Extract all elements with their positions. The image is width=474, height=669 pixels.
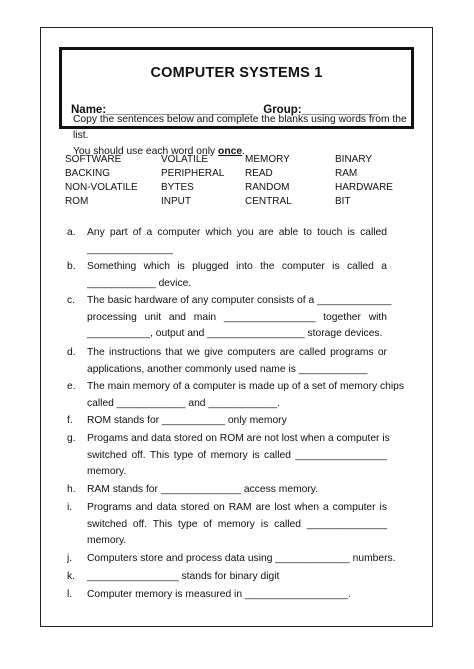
word-list-item: BYTES bbox=[161, 182, 194, 193]
word-list-item: RANDOM bbox=[245, 182, 290, 193]
word-list-item: INPUT bbox=[161, 196, 191, 207]
question-text-line: memory. bbox=[87, 535, 127, 546]
word-list-item: BINARY bbox=[335, 154, 373, 165]
question-label: j. bbox=[67, 553, 73, 564]
page-title: COMPUTER SYSTEMS 1 bbox=[150, 65, 323, 81]
question-label: d. bbox=[67, 347, 76, 358]
word-list-item: RAM bbox=[335, 168, 358, 179]
word-list-item: CENTRAL bbox=[245, 196, 292, 207]
question-text-line: applications, another commonly used name is ____________ bbox=[87, 363, 368, 375]
question-label: c. bbox=[67, 295, 76, 306]
question-text-line: Computer memory is measured in __________________. bbox=[87, 589, 351, 600]
question-text-line: _______________ bbox=[87, 243, 173, 255]
name-field-label: Name:_______________________ bbox=[71, 104, 254, 116]
word-list-item: NON-VOLATILE bbox=[65, 182, 138, 193]
worksheet-page bbox=[40, 27, 433, 627]
question-text-line: Any part of a computer which you are able to touch is called bbox=[87, 227, 387, 238]
question-text-line: Progams and data stored on ROM are not lost when a computer is bbox=[87, 433, 390, 444]
question-text-line: switched off. This type of memory is called ________________ bbox=[87, 449, 387, 461]
word-list-item: BIT bbox=[335, 196, 351, 207]
question-text-line: ___________, output and _________________ storage devices. bbox=[87, 328, 383, 339]
question-text-line: ________________ stands for binary digit bbox=[87, 571, 280, 582]
word-list-item: MEMORY bbox=[245, 154, 290, 165]
question-text-line: processing unit and main ________________ together with bbox=[87, 311, 387, 323]
word-list-item: ROM bbox=[65, 196, 89, 207]
word-list-item: VOLATILE bbox=[161, 154, 209, 165]
instructions-line-2-text: You should use each word only bbox=[73, 146, 219, 157]
question-label: g. bbox=[67, 433, 76, 444]
group-field-label: Group:____________ bbox=[263, 104, 379, 116]
instructions-line-2-end: . bbox=[242, 146, 245, 157]
instructions-emphasis: once bbox=[218, 146, 243, 157]
word-list-item: HARDWARE bbox=[335, 182, 393, 193]
question-label: i. bbox=[67, 502, 73, 513]
question-text-line: called ____________ and ____________. bbox=[87, 397, 280, 409]
word-list-item: READ bbox=[245, 168, 273, 179]
question-label: l. bbox=[67, 589, 73, 600]
question-label: h. bbox=[67, 484, 76, 495]
question-label: a. bbox=[67, 227, 76, 238]
question-text-line: Computers store and process data using _____________ numbers. bbox=[87, 553, 396, 564]
instructions-line-1: Copy the sentences below and complete the blanks using words from the list. bbox=[73, 114, 407, 141]
question-text-line: Programs and data stored on RAM are lost when a computer is bbox=[87, 502, 387, 513]
question-text-line: ____________ device. bbox=[87, 277, 192, 289]
question-text-line: The basic hardware of any computer consists of a _____________ bbox=[87, 295, 392, 306]
question-text-line: The instructions that we give computers are called programs or bbox=[87, 347, 387, 358]
question-label: b. bbox=[67, 261, 76, 272]
question-label: e. bbox=[67, 381, 76, 392]
question-text-line: memory. bbox=[87, 466, 127, 477]
question-text-line: Something which is plugged into the computer is called a bbox=[87, 261, 387, 272]
question-label: f. bbox=[67, 415, 73, 426]
question-text-line: RAM stands for ______________ access memory. bbox=[87, 484, 319, 495]
question-label: k. bbox=[67, 571, 76, 582]
question-text-line: ROM stands for ___________ only memory bbox=[87, 415, 287, 426]
word-list-item: SOFTWARE bbox=[65, 154, 122, 165]
word-list-item: BACKING bbox=[65, 168, 111, 179]
instructions bbox=[73, 112, 413, 160]
question-text-line: switched off. This type of memory is called ______________ bbox=[87, 518, 387, 530]
question-text-line: The main memory of a computer is made up of a set of memory chips bbox=[87, 381, 405, 392]
word-list-item: PERIPHERAL bbox=[161, 168, 225, 179]
